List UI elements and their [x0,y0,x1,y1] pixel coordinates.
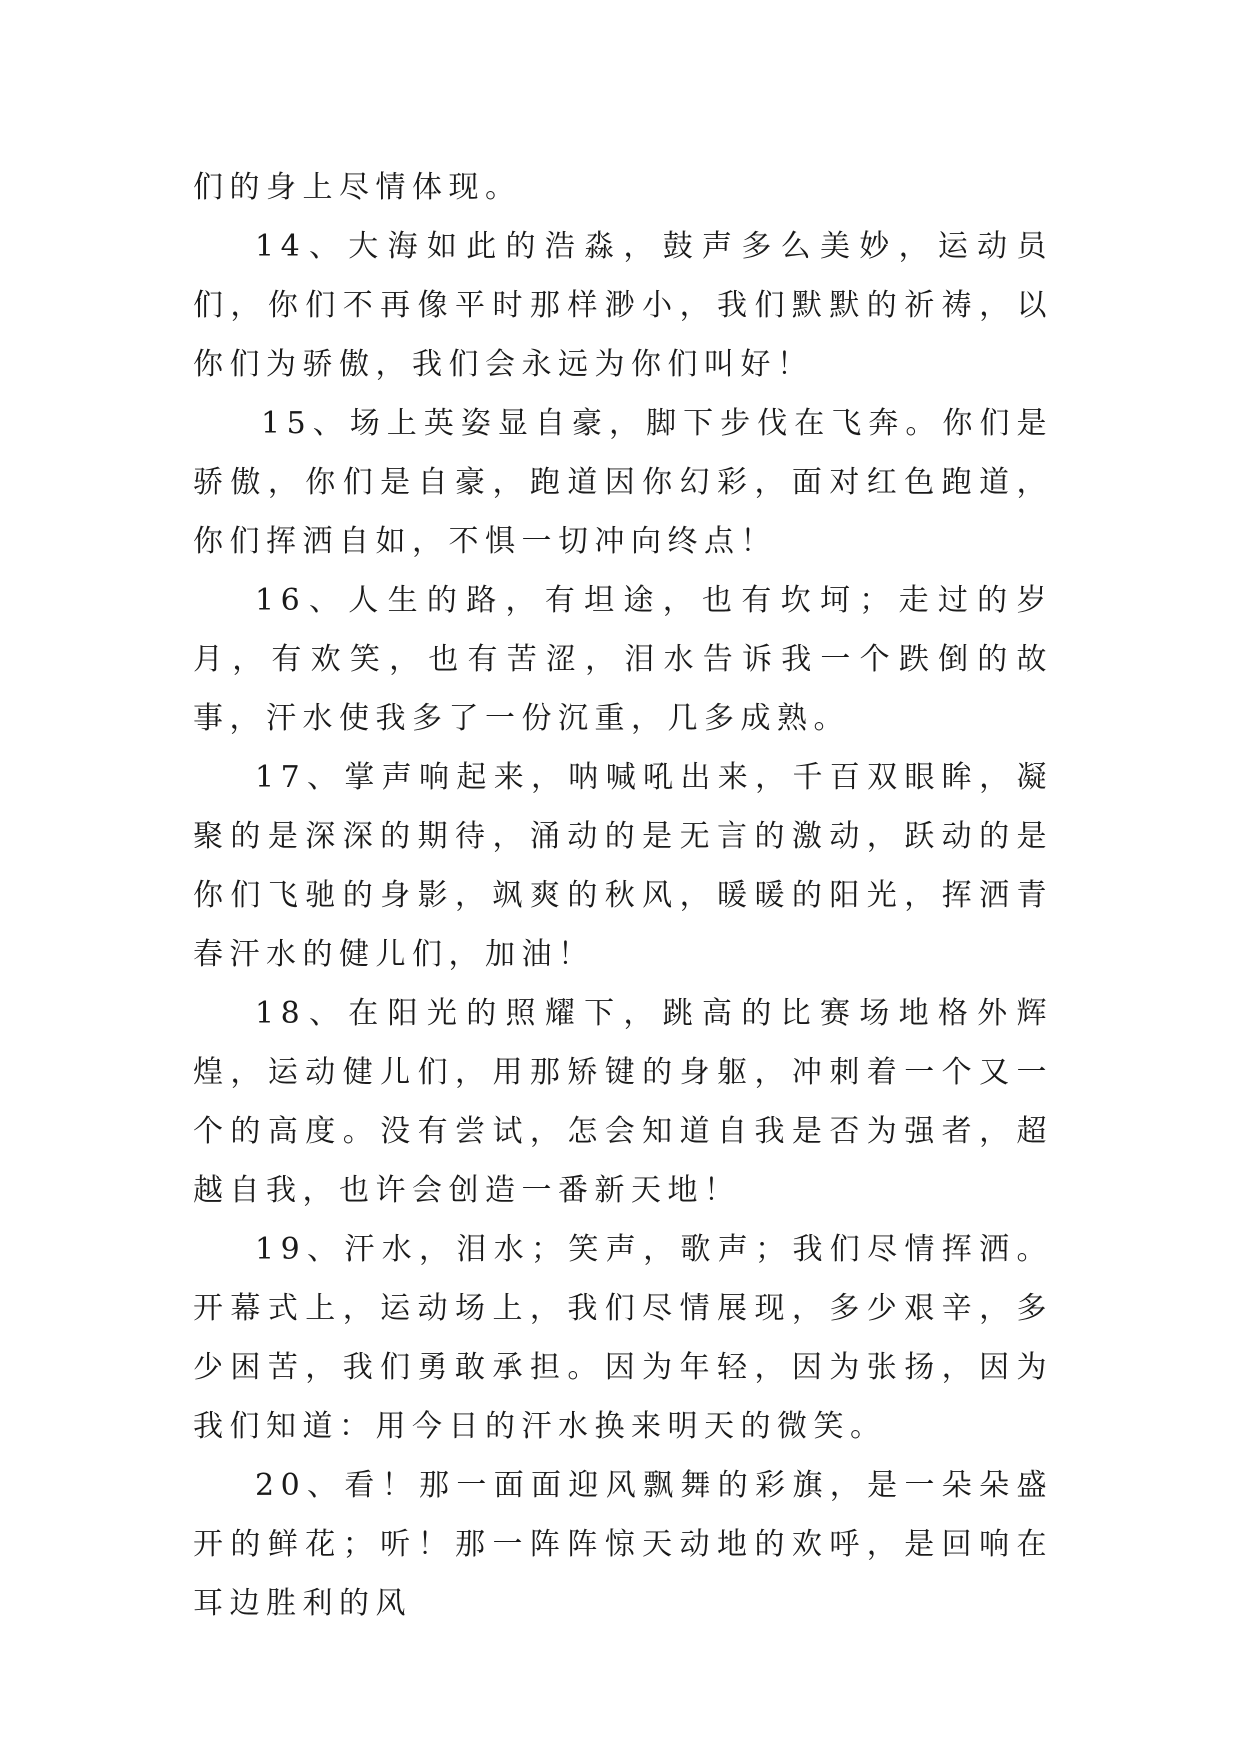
paragraph-16: 16、人生的路，有坦途，也有坎坷；走过的岁月，有欢笑，也有苦涩，泪水告诉我一个跌倒的故事，汗水使我多了一份沉重，几多成熟。 [193,583,1053,736]
paragraph-17: 17、掌声响起来，呐喊吼出来，千百双眼眸，凝聚的是深深的期待，涌动的是无言的激动，跃动的是你们飞驰的身影，飒爽的秋风，暖暖的阳光，挥洒青春汗水的健儿们，加油！ [193,760,1053,972]
paragraph-14: 14、大海如此的浩淼，鼓声多么美妙，运动员们，你们不再像平时那样渺小，我们默默的祈祷，以你们为骄傲，我们会永远为你们叫好！ [193,229,1053,382]
paragraph-19: 19、汗水，泪水；笑声，歌声；我们尽情挥洒。开幕式上，运动场上，我们尽情展现，多少艰辛，多少困苦，我们勇敢承担。因为年轻，因为张扬，因为我们知道：用今日的汗水换来明天的微笑。 [193,1232,1053,1444]
paragraph-20: 20、看！那一面面迎风飘舞的彩旗，是一朵朵盛开的鲜花；听！那一阵阵惊天动地的欢呼，是回响在耳边胜利的风 [193,1468,1053,1621]
paragraph-continuation: 们的身上尽情体现。 [193,170,522,205]
document-body [193,158,1053,1633]
paragraph-15: 15、场上英姿显自豪，脚下步伐在飞奔。你们是骄傲，你们是自豪，跑道因你幻彩，面对红色跑道，你们挥洒自如，不惧一切冲向终点！ [193,406,1053,559]
paragraph-18: 18、在阳光的照耀下，跳高的比赛场地格外辉煌，运动健儿们，用那矫键的身躯，冲刺着一个又一个的高度。没有尝试，怎会知道自我是否为强者，超越自我，也许会创造一番新天地！ [193,996,1053,1208]
